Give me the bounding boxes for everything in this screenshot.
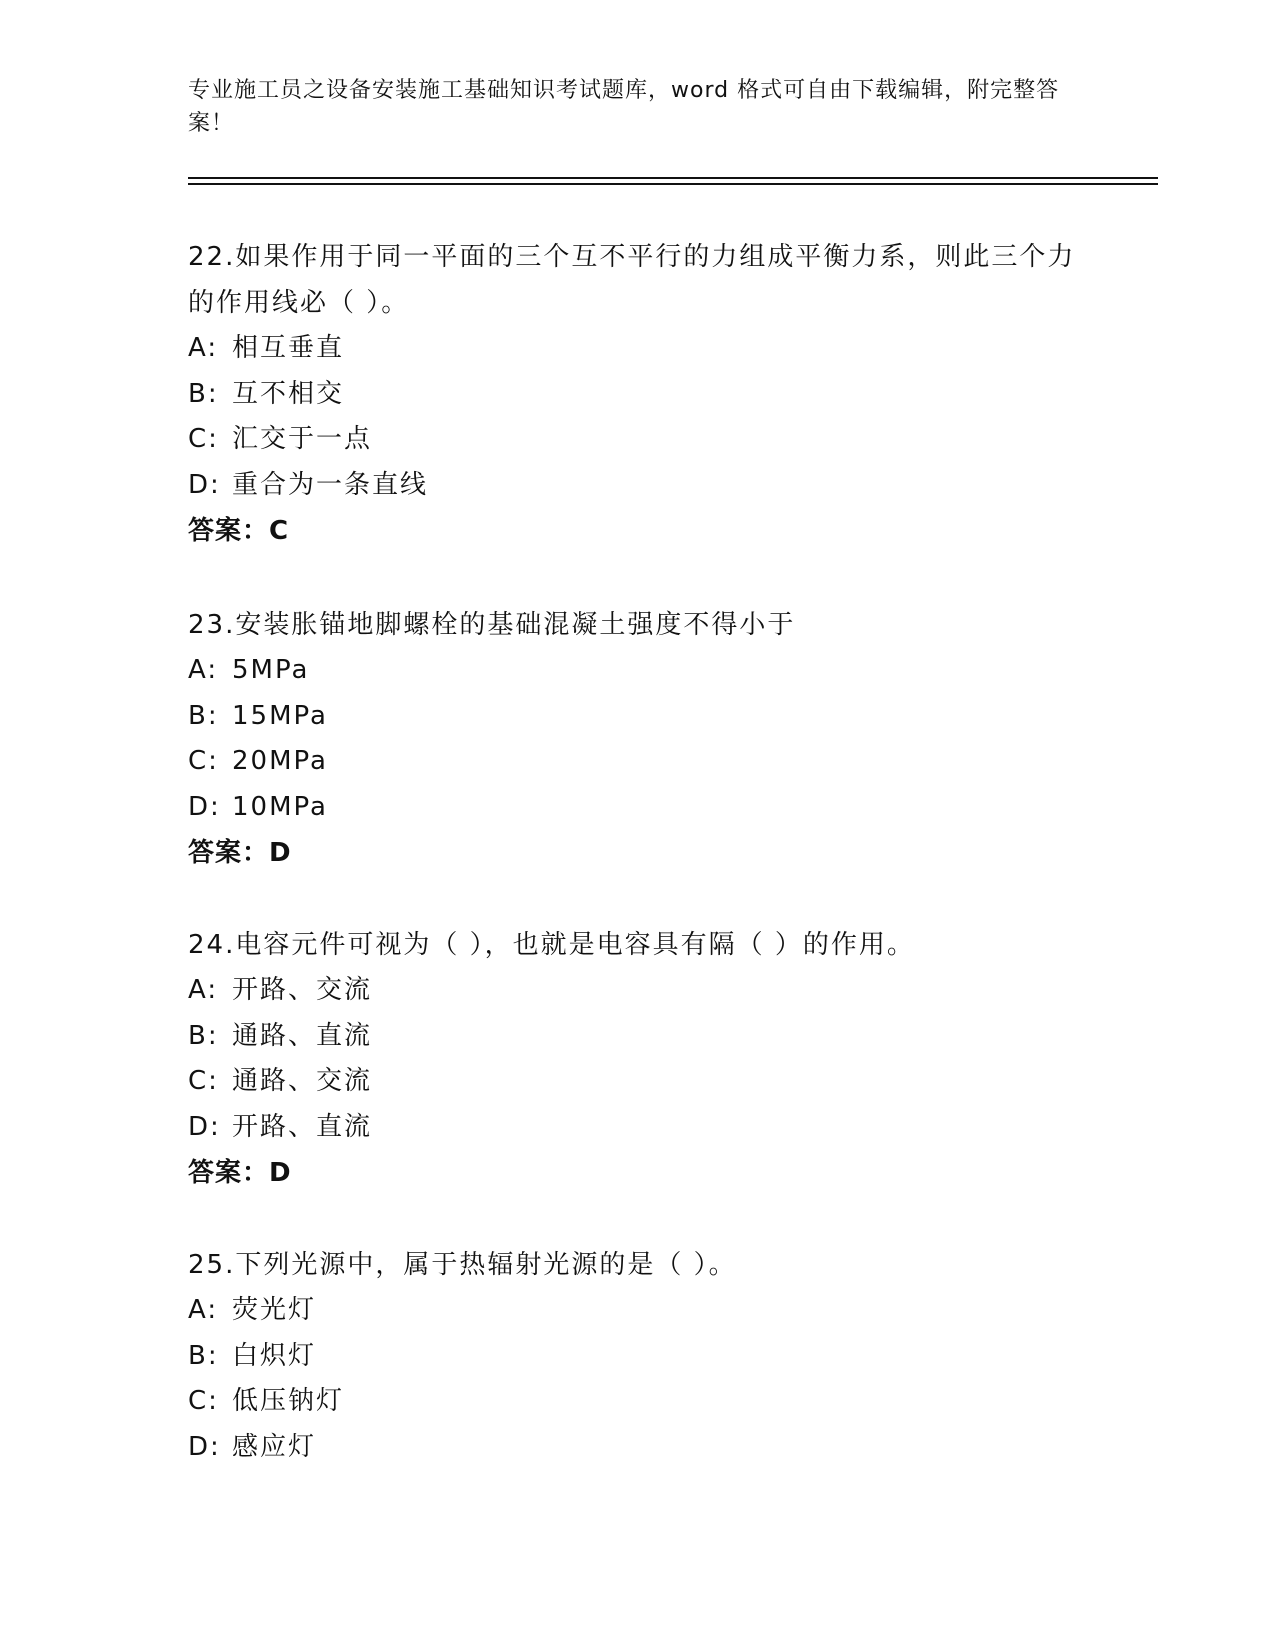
option-text: 重合为一条直线 xyxy=(232,469,429,500)
option-text: 感应灯 xyxy=(232,1431,317,1462)
option-letter: D: xyxy=(188,1111,221,1142)
option-text: 汇交于一点 xyxy=(232,424,373,454)
option-b xyxy=(188,694,1088,740)
option-letter: B: xyxy=(188,1020,219,1051)
option-d xyxy=(188,1425,1088,1471)
option-letter: A: xyxy=(188,655,219,685)
question-stem: 24.电容元件可视为（ ），也就是电容具有隔（ ）的作用。 xyxy=(188,930,915,960)
option-text: 10MPa xyxy=(232,791,328,822)
question-stem: 25.下列光源中，属于热辐射光源的是（ ）。 xyxy=(188,1250,737,1280)
option-c xyxy=(188,1059,1088,1105)
header-divider-top xyxy=(188,177,1158,179)
option-letter: C: xyxy=(188,424,219,454)
question-stem: 22.如果作用于同一平面的三个互不平行的力组成平衡力系，则此三个力的作用线必（ ）。 xyxy=(188,242,1076,318)
option-letter: D: xyxy=(188,1431,221,1462)
option-c xyxy=(188,739,1088,785)
option-letter: A: xyxy=(188,333,219,363)
option-a xyxy=(188,648,1088,694)
option-letter: B: xyxy=(188,700,219,731)
option-text: 互不相交 xyxy=(232,378,345,409)
option-text: 相互垂直 xyxy=(232,333,345,363)
option-c xyxy=(188,417,1088,463)
option-letter: C: xyxy=(188,746,219,776)
answer-label: 答案：D xyxy=(188,838,292,868)
question-22 xyxy=(188,234,1088,554)
option-letter: B: xyxy=(188,378,219,409)
option-text: 开路、交流 xyxy=(232,975,373,1005)
option-letter: D: xyxy=(188,791,221,822)
question-stem: 23.安装胀锚地脚螺栓的基础混凝土强度不得小于 xyxy=(188,610,796,640)
option-letter: A: xyxy=(188,975,219,1005)
option-d xyxy=(188,785,1088,831)
option-letter: C: xyxy=(188,1066,219,1096)
option-text: 荧光灯 xyxy=(232,1295,317,1325)
option-c xyxy=(188,1379,1088,1425)
document-header: 专业施工员之设备安装施工基础知识考试题库，word 格式可自由下载编辑，附完整答案！ xyxy=(188,78,1060,136)
option-text: 5MPa xyxy=(232,655,310,685)
option-text: 通路、交流 xyxy=(232,1066,373,1096)
option-b xyxy=(188,1014,1088,1060)
option-text: 15MPa xyxy=(232,700,328,731)
option-d xyxy=(188,463,1088,509)
question-24 xyxy=(188,922,1088,1196)
option-a xyxy=(188,326,1088,372)
question-23 xyxy=(188,602,1088,876)
option-letter: C: xyxy=(188,1386,219,1416)
option-b xyxy=(188,1334,1088,1380)
answer-label: 答案：C xyxy=(188,516,290,546)
answer-label: 答案：D xyxy=(188,1158,292,1188)
header-divider-bottom xyxy=(188,183,1158,185)
option-b xyxy=(188,372,1088,418)
option-letter: B: xyxy=(188,1340,219,1371)
option-a xyxy=(188,968,1088,1014)
option-letter: D: xyxy=(188,469,221,500)
option-d xyxy=(188,1105,1088,1151)
option-text: 20MPa xyxy=(232,746,328,776)
question-25 xyxy=(188,1242,1088,1470)
option-a xyxy=(188,1288,1088,1334)
option-letter: A: xyxy=(188,1295,219,1325)
option-text: 低压钠灯 xyxy=(232,1386,345,1416)
option-text: 开路、直流 xyxy=(232,1111,373,1142)
option-text: 白炽灯 xyxy=(232,1340,317,1371)
option-text: 通路、直流 xyxy=(232,1020,373,1051)
